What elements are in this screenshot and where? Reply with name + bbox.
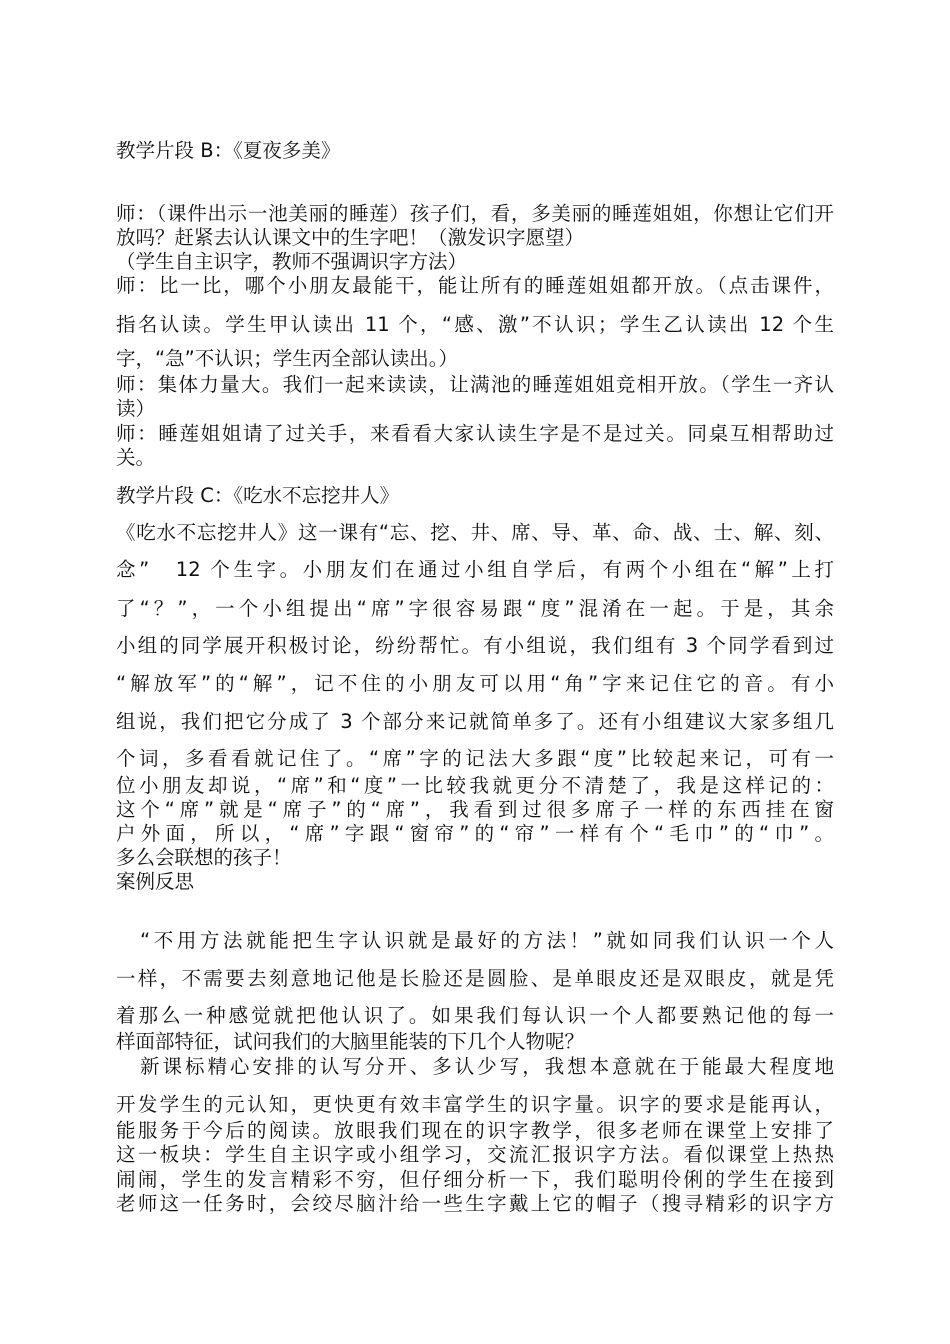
paragraph-line: 新课标精心安排的认写分开、多认少写，我想本意就在于能最大程度地 bbox=[140, 1055, 834, 1078]
paragraph-line: 师：集体力量大。我们一起来读读，让满池的睡莲姐姐竞相开放。（学生一齐认 bbox=[116, 373, 834, 396]
paragraph-line: 关。 bbox=[116, 446, 156, 469]
paragraph-line: “解放军”的“解”，记不住的小朋友可以用“角”字来记住它的音。有小 bbox=[116, 672, 834, 695]
paragraph-line: 闹闹，学生的发言精彩不穷，但仔细分析一下，我们聪明伶俐的学生在接到 bbox=[116, 1168, 834, 1191]
section-c-heading: 教学片段 C：《吃水不忘挖井人》 bbox=[116, 484, 400, 507]
paragraph-line: 多么会联想的孩子！ bbox=[116, 846, 292, 869]
paragraph-line: 着那么一种感觉就把他认识了。如果我们每认识一个人都要熟记他的每一 bbox=[116, 1004, 834, 1027]
paragraph-line: 开发学生的元认知，更快更有效丰富学生的识字量。识字的要求是能再认， bbox=[116, 1093, 834, 1116]
paragraph-line: 师：比一比，哪个小朋友最能干，能让所有的睡莲姐姐都开放。（点击课件， bbox=[116, 274, 834, 297]
section-b-heading: 教学片段 B：《夏夜多美》 bbox=[116, 139, 341, 162]
paragraph-line: 这一板块：学生自主识字或小组学习，交流汇报识字方法。看似课堂上热热 bbox=[116, 1143, 834, 1166]
paragraph-line: 位小朋友却说，“席”和“度”一比较我就更分不清楚了，我是这样记的： bbox=[116, 774, 834, 797]
paragraph-line: 户外面，所以，“席”字跟“窗帘”的“帘”一样有个“毛巾”的“巾”。 bbox=[116, 822, 834, 845]
paragraph-line: 个词，多看看就记住了。“席”字的记法大多跟“度”比较起来记，可有一 bbox=[116, 747, 834, 770]
paragraph-line: 读） bbox=[116, 397, 156, 420]
paragraph-line: 一样，不需要去刻意地记他是长脸还是圆脸、是单眼皮还是双眼皮，就是凭 bbox=[116, 967, 834, 990]
paragraph-line: 老师这一任务时，会绞尽脑汁给一些生字戴上它的帽子（搜寻精彩的识字方 bbox=[116, 1192, 834, 1215]
paragraph-line: 组说，我们把它分成了 3 个部分来记就简单多了。还有小组建议大家多组几 bbox=[116, 710, 834, 733]
paragraph-line: 《吃水不忘挖井人》这一课有“忘、挖、井、席、导、革、命、战、士、解、刻、 bbox=[116, 521, 834, 544]
paragraph-line: 念” 12 个生字。小朋友们在通过小组自学后，有两个小组在“解”上打 bbox=[116, 558, 834, 581]
paragraph-line: 这个“席”就是“席子”的“席”，我看到过很多席子一样的东西挂在窗 bbox=[116, 798, 834, 821]
paragraph-line: 放吗？赶紧去认认课文中的生字吧！（激发识字愿望） bbox=[116, 226, 585, 249]
paragraph-line: （学生自主识字，教师不强调识字方法） bbox=[116, 250, 468, 273]
reflection-heading: 案例反思 bbox=[116, 870, 195, 893]
paragraph-line: 样面部特征，试问我们的大脑里能装的下几个人物呢？ bbox=[116, 1030, 585, 1053]
paragraph-line: 能服务于今后的阅读。放眼我们现在的识字教学，很多老师在课堂上安排了 bbox=[116, 1119, 834, 1142]
paragraph-line: 师：（课件出示一池美丽的睡莲）孩子们，看，多美丽的睡莲姐姐，你想让它们开 bbox=[116, 202, 834, 225]
paragraph-line: 师：睡莲姐姐请了过关手，来看看大家认读生字是不是过关。同桌互相帮助过 bbox=[116, 422, 834, 445]
paragraph-line: 小组的同学展开积极讨论，纷纷帮忙。有小组说，我们组有 3 个同学看到过 bbox=[116, 634, 834, 657]
paragraph-line: 指名认读。学生甲认读出 11 个，“感、激”不认识；学生乙认读出 12 个生 bbox=[116, 313, 834, 336]
paragraph-line: “不用方法就能把生字认识就是最好的方法！”就如同我们认识一个人 bbox=[140, 929, 834, 952]
paragraph-line: 了“？”，一个小组提出“席”字很容易跟“度”混淆在一起。于是，其余 bbox=[116, 597, 834, 620]
paragraph-line: 字，“急”不认识；学生丙全部认读出。） bbox=[116, 347, 458, 370]
